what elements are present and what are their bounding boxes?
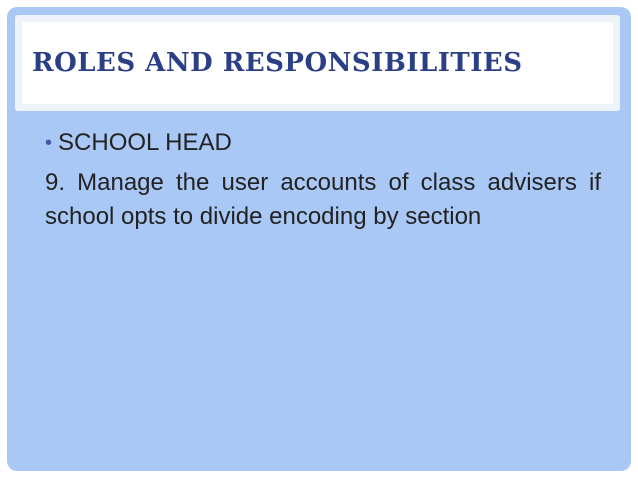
- title-frame: [15, 15, 620, 111]
- bullet-text: SCHOOL HEAD: [58, 129, 232, 156]
- body-paragraph: 9. Manage the user accounts of class advisers if school opts to divide encoding by section: [45, 169, 601, 230]
- slide-title: ROLES AND RESPONSIBILITIES: [32, 48, 523, 78]
- title-box: [22, 22, 613, 104]
- bullet-marker: •: [45, 132, 53, 154]
- slide-body: [45, 126, 601, 234]
- bullet-item: [45, 126, 601, 160]
